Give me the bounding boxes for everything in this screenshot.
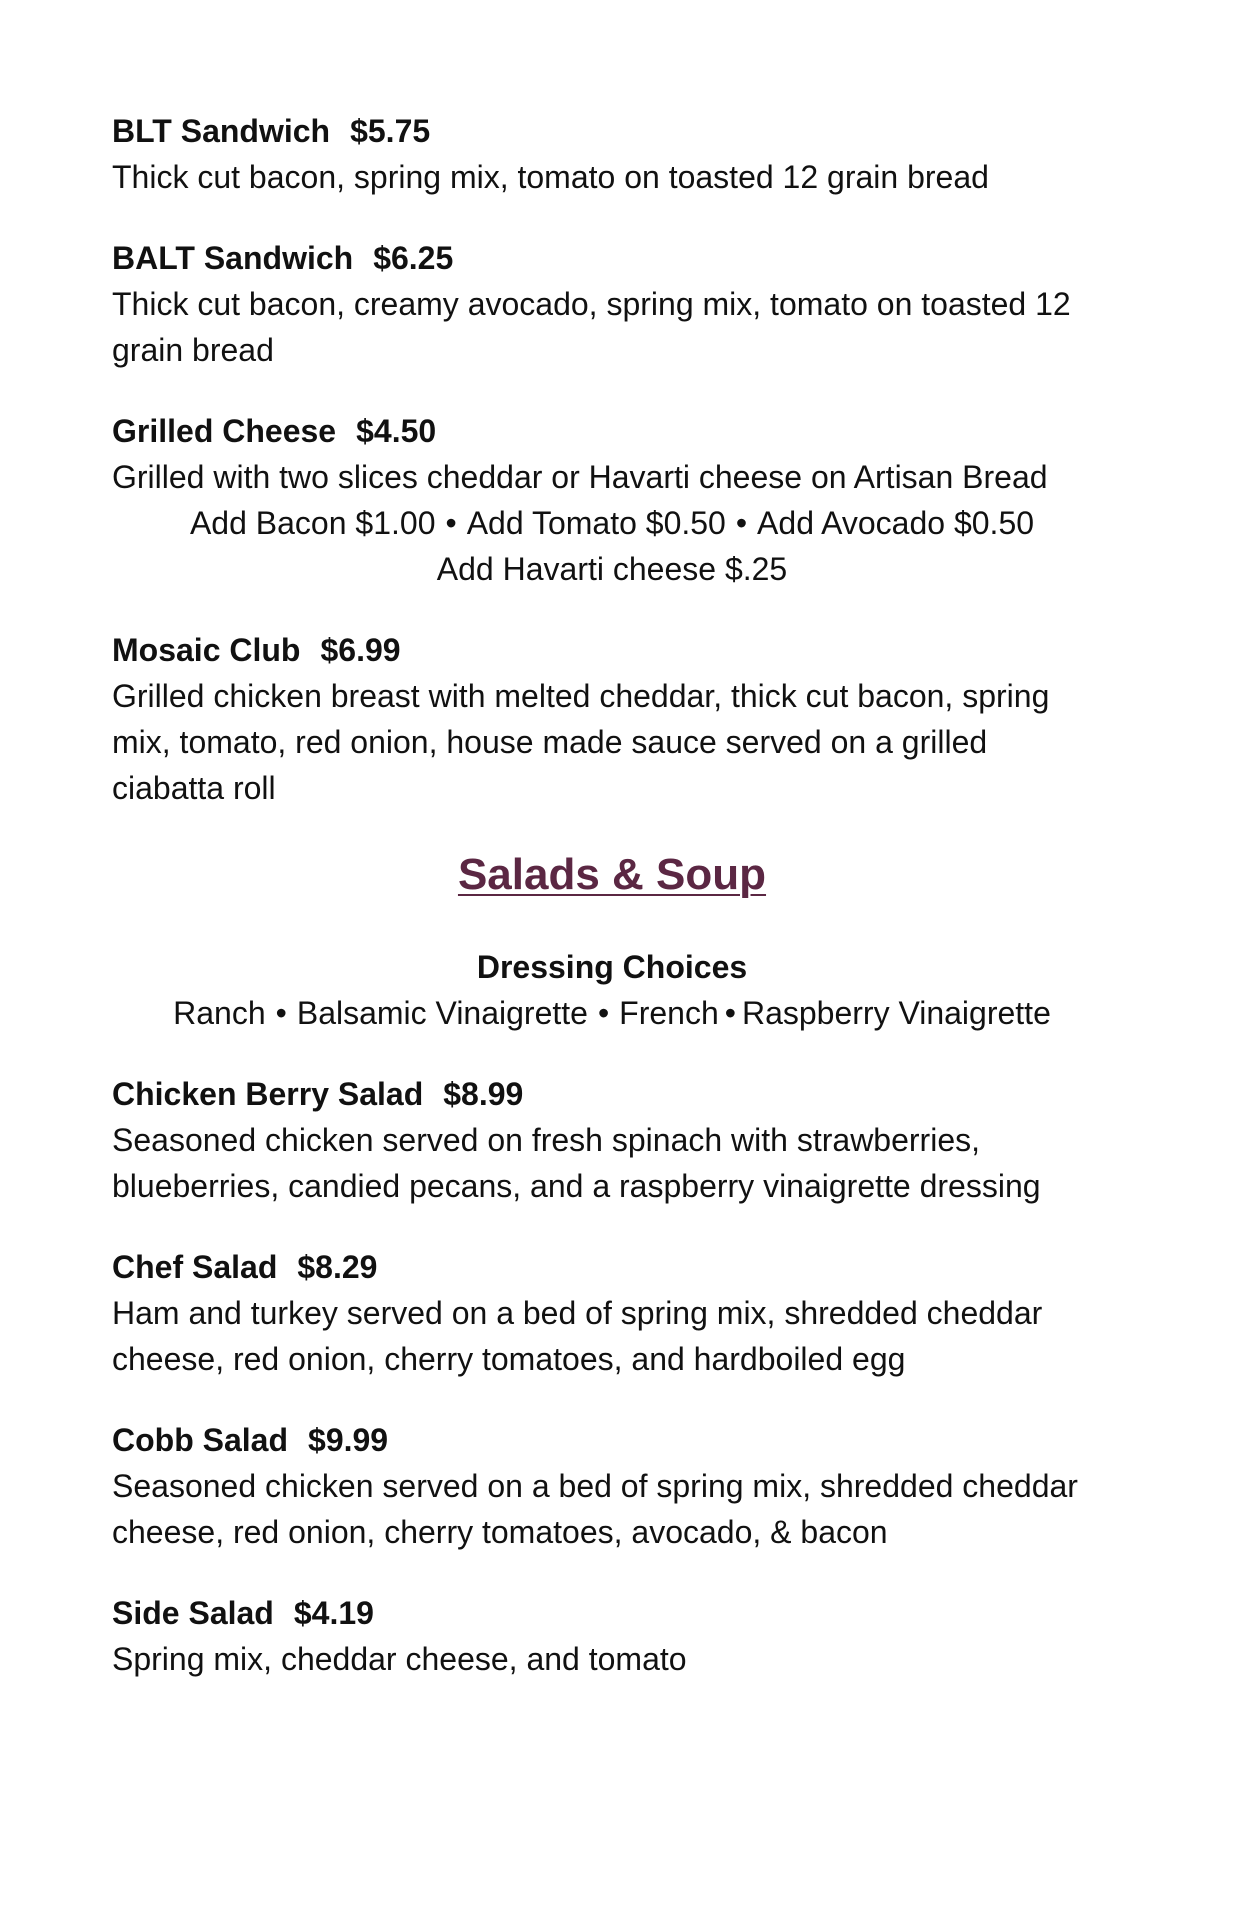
item-name: Chicken Berry Salad <box>112 1076 424 1112</box>
addon-bacon: Add Bacon $1.00 <box>189 505 436 541</box>
bullet-separator: • <box>597 995 610 1031</box>
item-name: Chef Salad <box>112 1249 278 1285</box>
addon-line <box>112 500 1112 546</box>
item-name: Grilled Cheese <box>112 413 337 449</box>
item-price: $6.25 <box>373 240 454 276</box>
item-price: $6.99 <box>320 632 401 668</box>
item-name: Cobb Salad <box>112 1422 289 1458</box>
dressing-title: Dressing Choices <box>476 949 748 985</box>
item-description: Seasoned chicken served on a bed of spring mix, shredded cheddar cheese, red onion, cherry tomatoes, avocado, & bacon <box>112 1468 1078 1550</box>
item-price: $5.75 <box>350 113 431 149</box>
menu-page <box>112 108 1132 1717</box>
menu-item-chef-salad <box>112 1244 1132 1382</box>
bullet-separator: • <box>445 505 457 541</box>
item-description: Thick cut bacon, creamy avocado, spring mix, tomato on toasted 12 grain bread <box>112 286 1071 368</box>
item-description: Thick cut bacon, spring mix, tomato on toasted 12 grain bread <box>112 159 989 195</box>
item-title <box>112 1417 1132 1463</box>
item-price: $8.29 <box>297 1249 378 1285</box>
section-heading: Salads & Soup <box>457 850 767 899</box>
item-title <box>112 408 1132 454</box>
dressing-ranch: Ranch <box>173 995 266 1031</box>
dressing-french: French <box>619 995 719 1031</box>
dressing-list <box>112 990 1112 1036</box>
item-description: Grilled with two slices cheddar or Havarti cheese on Artisan Bread <box>112 459 1048 495</box>
item-title <box>112 627 1132 673</box>
item-name: BLT Sandwich <box>112 113 331 149</box>
item-title <box>112 108 1132 154</box>
bullet-separator: • <box>724 995 736 1031</box>
menu-item-chicken-berry-salad <box>112 1071 1132 1209</box>
item-description: Spring mix, cheddar cheese, and tomato <box>112 1641 687 1677</box>
menu-item-grilled-cheese <box>112 408 1132 592</box>
addon-avocado: Add Avocado $0.50 <box>757 505 1035 541</box>
item-price: $9.99 <box>308 1422 389 1458</box>
item-price: $8.99 <box>443 1076 524 1112</box>
item-name: Side Salad <box>112 1595 274 1631</box>
menu-item-side-salad <box>112 1590 1132 1682</box>
menu-item-mosaic-club <box>112 627 1132 811</box>
item-price: $4.50 <box>356 413 437 449</box>
item-name: Mosaic Club <box>112 632 301 668</box>
item-name: BALT Sandwich <box>112 240 354 276</box>
bullet-separator: • <box>275 995 287 1031</box>
menu-item-balt <box>112 235 1132 373</box>
item-description: Seasoned chicken served on fresh spinach with strawberries, blueberries, candied pecans, and a raspberry vinaigrette dressing <box>112 1122 1041 1204</box>
dressing-balsamic: Balsamic Vinaigrette <box>296 995 588 1031</box>
item-description: Ham and turkey served on a bed of spring mix, shredded cheddar cheese, red onion, cherry tomatoes, and hardboiled egg <box>112 1295 1043 1377</box>
item-title <box>112 1244 1132 1290</box>
item-title <box>112 1071 1132 1117</box>
dressing-raspberry: Raspberry Vinaigrette <box>741 995 1051 1031</box>
item-title <box>112 1590 1132 1636</box>
item-description: Grilled chicken breast with melted cheddar, thick cut bacon, spring mix, tomato, red onion, house made sauce served on a grilled ciabatta roll <box>112 678 1050 806</box>
bullet-separator: • <box>735 505 748 541</box>
addon-tomato: Add Tomato $0.50 <box>466 505 726 541</box>
item-price: $4.19 <box>293 1595 374 1631</box>
addon-havarti: Add Havarti cheese $.25 <box>436 551 788 587</box>
item-title <box>112 235 1132 281</box>
menu-item-cobb-salad <box>112 1417 1132 1555</box>
menu-item-blt <box>112 108 1132 200</box>
